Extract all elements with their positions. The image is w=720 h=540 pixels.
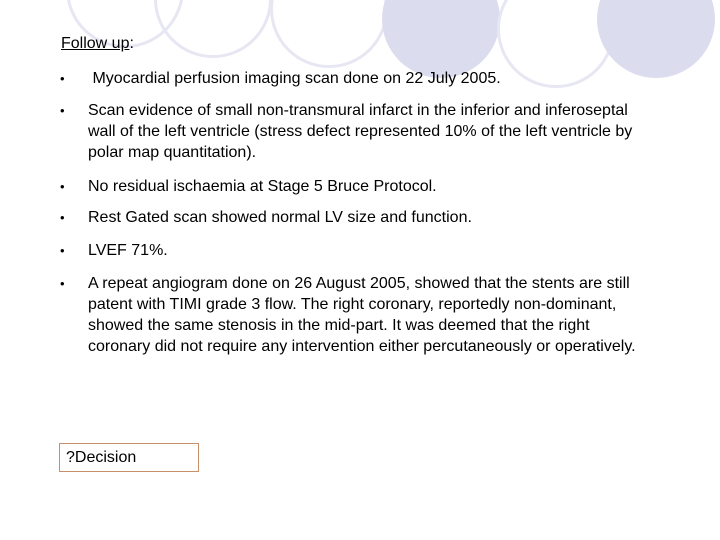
heading-suffix: : [129,35,134,52]
decorative-circle-filled [597,0,715,78]
bullet-icon: • [60,71,65,86]
bullet-text: Scan evidence of small non-transmural infarct in the inferior and inferoseptal wall of the left ventricle (stress defect represented 10% of the left ventricle by polar map quantitation). [88,102,633,161]
bullet-icon: • [60,179,65,194]
bullet-text: A repeat angiogram done on 26 August 2005, showed that the stents are still patent with TIMI grade 3 flow. The right coronary, reportedly non-dominant, showed the same stenosis in the mid-part. It was deemed that the right coronary did not require any intervention either percutaneously or operatively. [88,275,636,355]
heading-label: Follow up [61,35,130,52]
bullet-icon: • [60,210,65,225]
bullet-text: LVEF 71%. [88,242,168,259]
bullet-text: No residual ischaemia at Stage 5 Bruce Protocol. [88,178,437,195]
bullet-icon: • [60,276,65,291]
decorative-circle-filled [382,0,500,78]
bullet-text: Myocardial perfusion imaging scan done on 22 July 2005. [88,70,501,87]
decision-box: ?Decision [59,443,199,472]
bullet-icon: • [60,243,65,258]
bullet-icon: • [60,103,65,118]
bullet-text: Rest Gated scan showed normal LV size and function. [88,209,472,226]
page-heading [61,34,134,54]
decorative-circle-outline [270,0,388,68]
decorative-circle-outline [154,0,272,58]
